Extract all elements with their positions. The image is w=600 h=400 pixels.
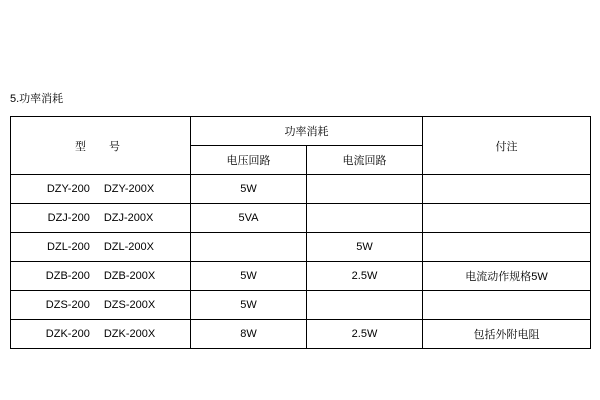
table-row	[11, 204, 591, 233]
cell-current: 2.5W	[307, 262, 423, 291]
cell-remark	[423, 204, 591, 233]
cell-current: 5W	[307, 233, 423, 262]
model-name-a: DZB-200	[45, 270, 90, 282]
header-model: 型 号	[11, 117, 191, 175]
cell-model	[11, 320, 191, 349]
cell-remark	[423, 175, 591, 204]
header-remark: 付注	[423, 117, 591, 175]
table-header	[11, 117, 591, 175]
cell-current: 2.5W	[307, 320, 423, 349]
cell-current	[307, 175, 423, 204]
model-name-b: DZJ-200X	[103, 212, 154, 224]
cell-model	[11, 291, 191, 320]
table-row	[11, 175, 591, 204]
power-consumption-table	[10, 116, 591, 349]
header-current-circuit: 电流回路	[307, 146, 423, 175]
cell-voltage	[191, 233, 307, 262]
table-header-row-1	[11, 117, 591, 146]
cell-model	[11, 204, 191, 233]
cell-model	[11, 233, 191, 262]
model-name-b: DZY-200X	[103, 183, 155, 195]
table-body	[11, 175, 591, 349]
cell-remark: 包括外附电阻	[423, 320, 591, 349]
model-name-a: DZJ-200	[47, 212, 90, 224]
model-name-b: DZS-200X	[103, 299, 156, 311]
section-heading: 5.功率消耗	[10, 93, 64, 105]
model-name-a: DZS-200	[45, 299, 90, 311]
cell-current	[307, 204, 423, 233]
power-consumption-table-wrapper	[10, 116, 590, 349]
cell-voltage: 8W	[191, 320, 307, 349]
cell-remark	[423, 291, 591, 320]
cell-remark	[423, 233, 591, 262]
cell-current	[307, 291, 423, 320]
table-row	[11, 262, 591, 291]
model-name-b: DZL-200X	[103, 241, 154, 253]
model-name-b: DZK-200X	[103, 328, 156, 340]
model-name-a: DZL-200	[47, 241, 90, 253]
cell-remark: 电流动作规格5W	[423, 262, 591, 291]
model-name-a: DZK-200	[45, 328, 90, 340]
cell-voltage: 5W	[191, 262, 307, 291]
model-name-b: DZB-200X	[103, 270, 156, 282]
table-row	[11, 320, 591, 349]
cell-model	[11, 175, 191, 204]
cell-voltage: 5W	[191, 175, 307, 204]
table-row	[11, 233, 591, 262]
header-power-consumption: 功率消耗	[191, 117, 423, 146]
table-row	[11, 291, 591, 320]
model-name-a: DZY-200	[46, 183, 90, 195]
header-voltage-circuit: 电压回路	[191, 146, 307, 175]
cell-voltage: 5W	[191, 291, 307, 320]
cell-voltage: 5VA	[191, 204, 307, 233]
cell-model	[11, 262, 191, 291]
